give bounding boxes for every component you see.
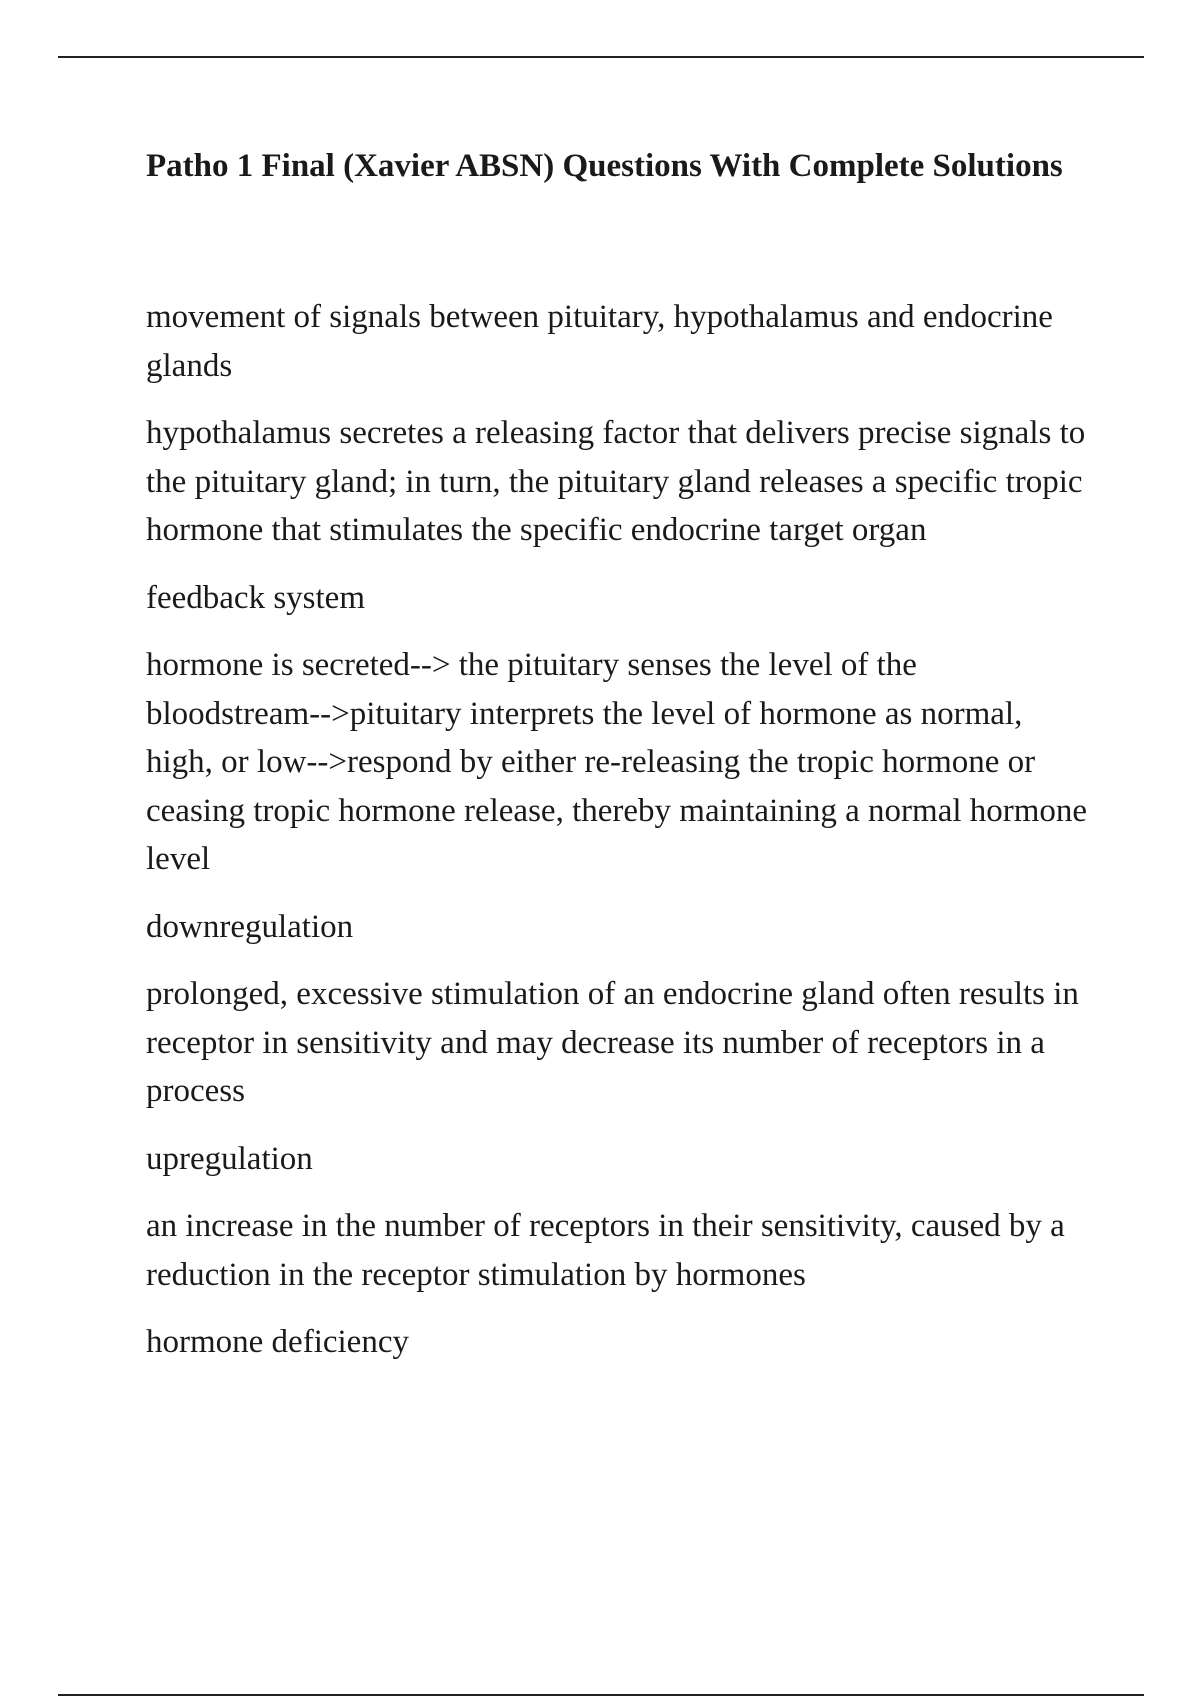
document-body [146,142,1096,1386]
entry-definition: prolonged, excessive stimulation of an endocrine gland often results in receptor in sensitivity and may decrease its number of receptors in a process [146,976,1079,1109]
entry-term: hormone deficiency [146,1324,409,1360]
document-title: Patho 1 Final (Xavier ABSN) Questions With Complete Solutions [146,148,1063,184]
entry-definition: hormone is secreted--> the pituitary senses the level of the bloodstream-->pituitary interprets the level of hormone as normal, high, or low-->respond by either re-releasing the tropic hormone or ceasing tropic hormone release, thereby maintaining a normal hormone level [146,647,1088,877]
entry-definition: hypothalamus secretes a releasing factor that delivers precise signals to the pituitary gland; in turn, the pituitary gland releases a specific tropic hormone that stimulates the specific endocrine target organ [146,415,1086,548]
entry-term: feedback system [146,579,365,616]
entry-term: upregulation [146,1140,313,1177]
entry-term: movement of signals between pituitary, hypothalamus and endocrine glands [146,299,1053,384]
entry-term: downregulation [146,908,354,945]
footer-rule [58,1694,1144,1696]
entry-definition: an increase in the number of receptors in their sensitivity, caused by a reduction in the receptor stimulation by hormones [146,1208,1065,1293]
header-rule [58,56,1144,58]
